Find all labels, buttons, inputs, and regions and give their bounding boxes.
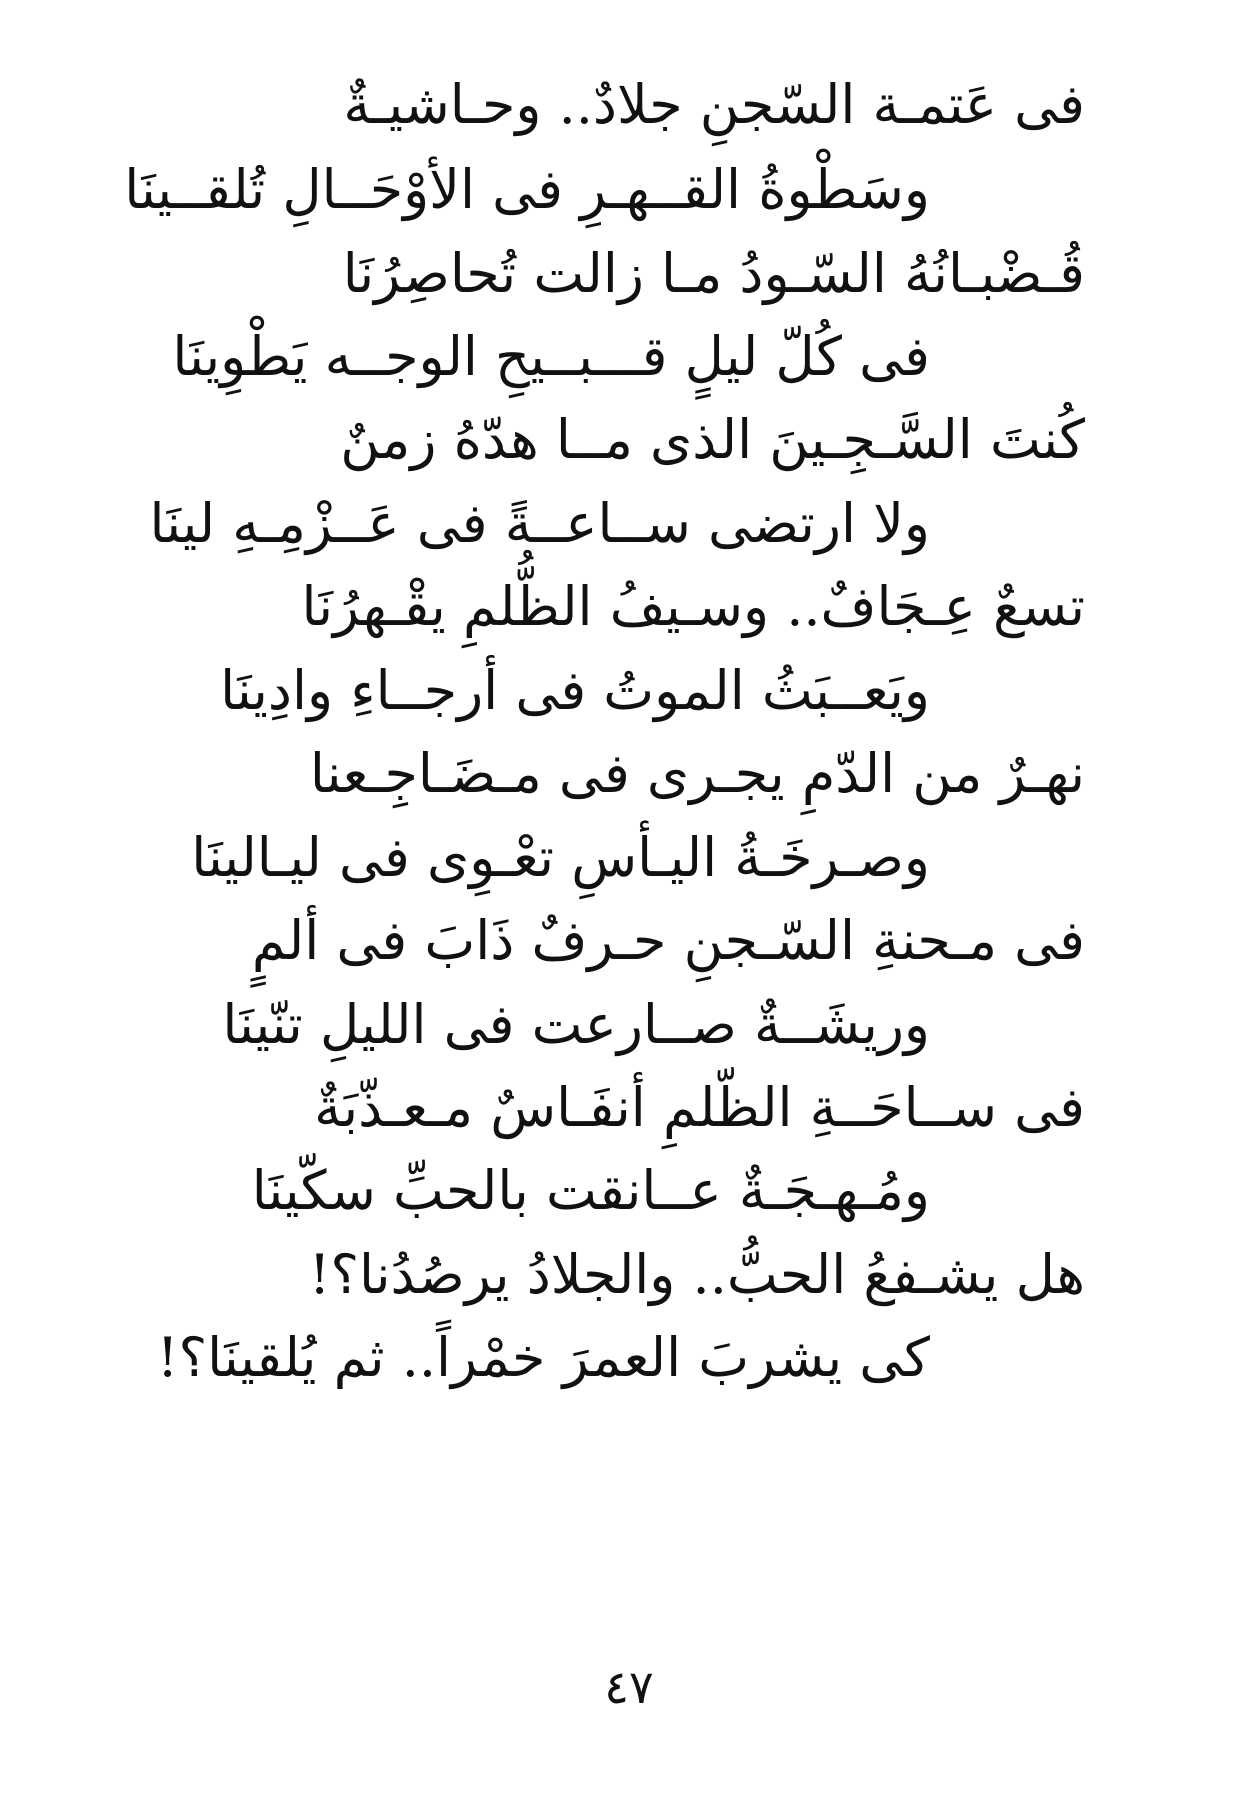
verse-line-3: قُـضْبـانُهُ السّـودُ مـا زالت تُحاصِرُنَا	[342, 242, 1085, 305]
verse-line-5: كُنتَ السَّـجِـينَ الذى مــا هدّهُ زمنٌ	[340, 408, 1085, 471]
verse-line-15: هل يشـفعُ الحبُّ.. والجلادُ يرصُدُنا؟!	[308, 1243, 1085, 1306]
verse-line-11: فى مـحنةِ السّـجنِ حـرفٌ ذَابَ فى ألمٍ	[251, 909, 1085, 972]
verse-line-9: نهـرٌ من الدّمِ يجـرى فى مـضَـاجِـعنا	[309, 742, 1085, 805]
verse-line-12: وريشَــةٌ صــارعت فى الليلِ تنّينَا	[222, 993, 930, 1056]
verse-line-1: فى عَتمـة السّجنِ جلادٌ.. وحـاشيـةٌ	[343, 73, 1085, 136]
verse-line-16: كى يشربَ العمرَ خمْراً.. ثم يُلقينَا؟!	[156, 1326, 930, 1389]
verse-line-2: وسَطْوةُ القــهـرِ فى الأوْحَــالِ تُلقــينَا	[124, 158, 930, 221]
verse-line-4: فى كُلّ ليلٍ قـــبــيحِ الوجــه يَطْوِينَا	[172, 325, 930, 388]
page-number: ٤٧	[604, 1660, 654, 1714]
verse-line-6: ولا ارتضى ســاعــةً فى عَــزْمِـهِ لينَا	[149, 492, 930, 555]
verse-line-14: ومُـهـجَـةٌ عــانقت بالحبِّ سكّينَا	[251, 1159, 930, 1222]
verse-line-8: ويَعــبَثُ الموتُ فى أرجــاءِ وادِينَا	[220, 659, 930, 722]
verse-line-10: وصـرخَـةُ اليـأسِ تعْـوِى فى ليـالينَا	[191, 826, 930, 889]
verse-line-7: تسعٌ عِـجَافٌ.. وسـيفُ الظُّلمِ يقْـهرُنَا	[301, 575, 1085, 638]
verse-line-13: فى ســاحَــةِ الظّلمِ أنفَـاسٌ مـعـذّبَةٌ	[314, 1076, 1085, 1139]
